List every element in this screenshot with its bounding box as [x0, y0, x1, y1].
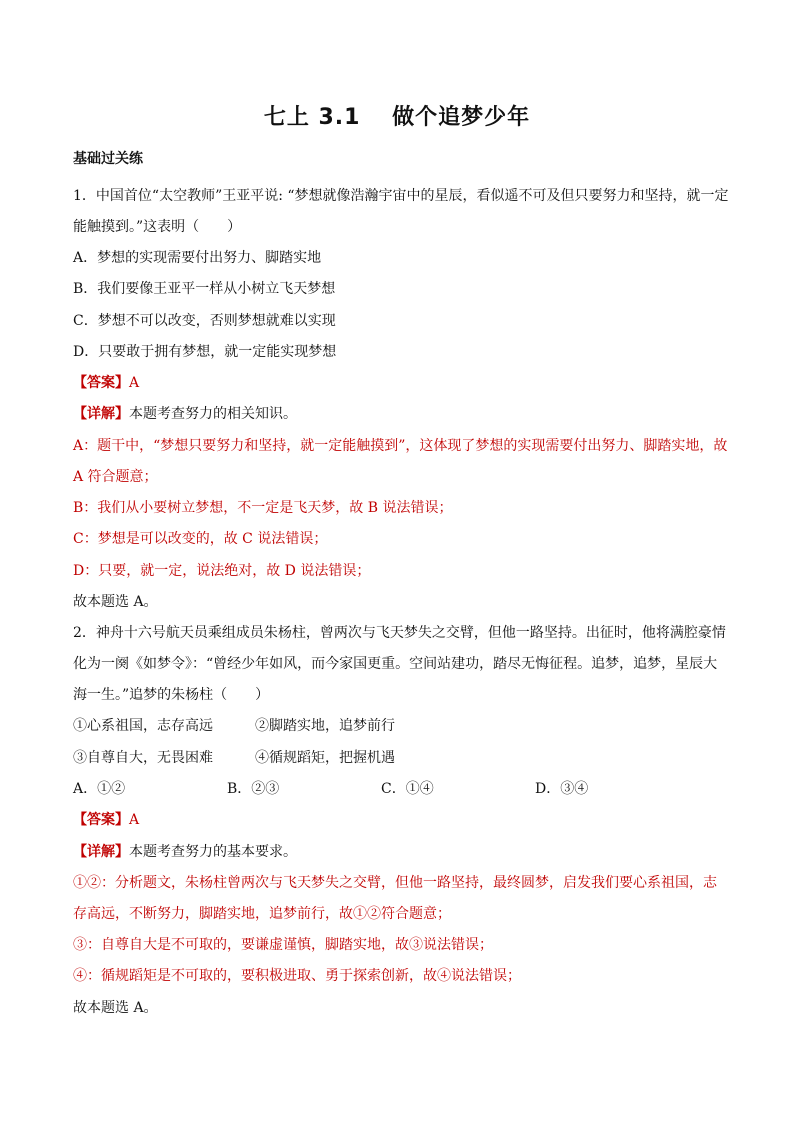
- q1-analysis-a-line2: A 符合题意；: [73, 469, 158, 485]
- q2-detail-text: 本题考查努力的基本要求。: [129, 844, 297, 860]
- q2-choice-d: D．③④: [535, 781, 589, 797]
- q2-analysis-12-line2: 存高远，不断努力，脚踏实地，追梦前行，故①②符合题意；: [73, 906, 451, 922]
- q2-choice-a: A．①②: [73, 781, 126, 797]
- q2-item-1: ①心系祖国，志存高远: [73, 718, 213, 734]
- q1-detail: [73, 405, 723, 423]
- q1-option-c: C．梦想不可以改变，否则梦想就难以实现: [73, 313, 336, 329]
- q2-analysis-12-line1: ①②：分析题文，朱杨柱曾两次与飞天梦失之交臂，但他一路坚持，最终圆梦，启发我们要心系祖国，志: [73, 875, 717, 891]
- q2-answer-value: A: [129, 812, 140, 828]
- q2-stem-line3: 海一生。”追梦的朱杨柱（ ）: [73, 687, 270, 703]
- q2-conclusion: 故本题选 A。: [73, 1000, 158, 1016]
- q1-stem-line1: 1．中国首位“太空教师”王亚平说: “梦想就像浩瀚宇宙中的星辰，看似遥不可及但只要努力和坚持，就一定: [73, 188, 729, 204]
- q2-analysis-4: ④：循规蹈矩是不可取的，要积极进取、勇于探索创新，故④说法错误；: [73, 968, 521, 984]
- q1-stem-line2: 能触摸到。”这表明（ ）: [73, 219, 242, 235]
- q2-choice-b: B．②③: [227, 781, 280, 797]
- q1-analysis-b: B：我们从小要树立梦想，不一定是飞天梦，故 B 说法错误；: [73, 500, 453, 516]
- q1-conclusion: 故本题选 A。: [73, 594, 158, 610]
- q1-analysis-d: D：只要，就一定，说法绝对，故 D 说法错误；: [73, 563, 371, 579]
- q2-analysis-3: ③：自尊自大是不可取的，要谦虚谨慎，脚踏实地，故③说法错误；: [73, 937, 493, 953]
- q2-answer: [73, 811, 723, 829]
- section-heading: 基础过关练: [73, 151, 143, 167]
- q1-answer-tag: 【答案】: [73, 375, 129, 391]
- q2-answer-tag: 【答案】: [73, 812, 129, 828]
- q1-detail-text: 本题考查努力的相关知识。: [129, 406, 297, 422]
- q1-analysis-c: C：梦想是可以改变的，故 C 说法错误；: [73, 531, 328, 547]
- q2-item-3: ③自尊自大，无畏困难: [73, 750, 213, 766]
- q1-answer-value: A: [129, 375, 140, 391]
- page-title: 七上 3.1 做个追梦少年: [263, 105, 531, 130]
- q1-answer: [73, 374, 723, 392]
- q2-stem-line1: 2．神舟十六号航天员乘组成员朱杨柱，曾两次与飞天梦失之交臂，但他一路坚持。出征时，他将满腔豪情: [73, 625, 726, 641]
- q1-detail-tag: 【详解】: [73, 406, 129, 422]
- q2-choice-c: C．①④: [381, 781, 434, 797]
- q2-stem-line2: 化为一阕《如梦令》：“曾经少年如风，而今家国更重。空间站建功，踏尽无悔征程。追梦，追梦，星辰大: [73, 656, 718, 672]
- q2-detail-tag: 【详解】: [73, 844, 129, 860]
- q2-item-4: ④循规蹈矩，把握机遇: [255, 750, 395, 766]
- q1-option-b: B．我们要像王亚平一样从小树立飞天梦想: [73, 281, 336, 297]
- q1-analysis-a-line1: A：题干中，“梦想只要努力和坚持，就一定能触摸到”，这体现了梦想的实现需要付出努力、脚踏实地，故: [73, 438, 728, 454]
- q1-option-d: D．只要敢于拥有梦想，就一定能实现梦想: [73, 344, 337, 360]
- q2-detail: [73, 843, 723, 861]
- q2-item-2: ②脚踏实地，追梦前行: [255, 718, 395, 734]
- q1-option-a: A．梦想的实现需要付出努力、脚踏实地: [73, 250, 322, 266]
